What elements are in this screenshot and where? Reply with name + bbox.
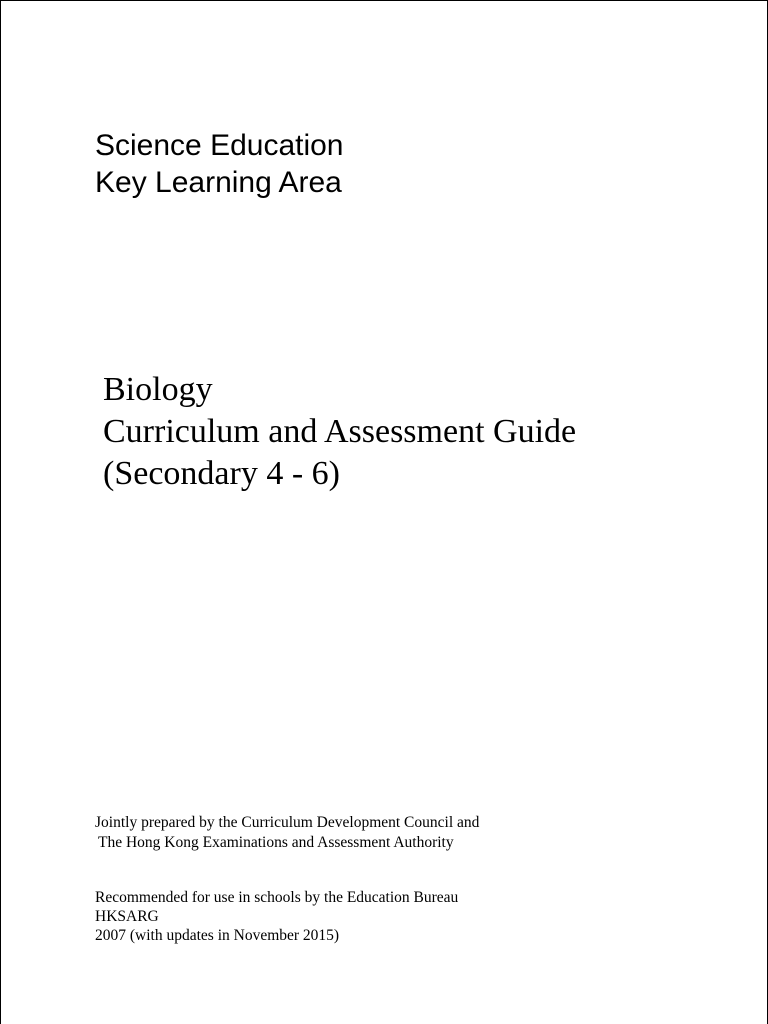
kla-line-key-learning-area: Key Learning Area: [95, 166, 342, 199]
recommendation-statement: [95, 888, 458, 945]
guide-title-block: [103, 369, 576, 495]
recommended-line-3: 2007 (with updates in November 2015): [95, 927, 340, 944]
guide-subject: Biology: [103, 371, 213, 408]
kla-line-science-education: Science Education: [95, 129, 344, 162]
recommended-line-1: Recommended for use in schools by the Education Bureau: [95, 889, 459, 906]
prepared-line-2: The Hong Kong Examinations and Assessment Authority: [98, 834, 454, 851]
guide-level: (Secondary 4 - 6): [103, 455, 340, 492]
prepared-line-1: Jointly prepared by the Curriculum Development Council and: [95, 814, 480, 831]
key-learning-area-heading: [95, 127, 344, 201]
prepared-by-statement: [95, 813, 479, 853]
guide-title: Curriculum and Assessment Guide: [103, 413, 577, 450]
recommended-line-2: HKSARG: [95, 908, 159, 925]
